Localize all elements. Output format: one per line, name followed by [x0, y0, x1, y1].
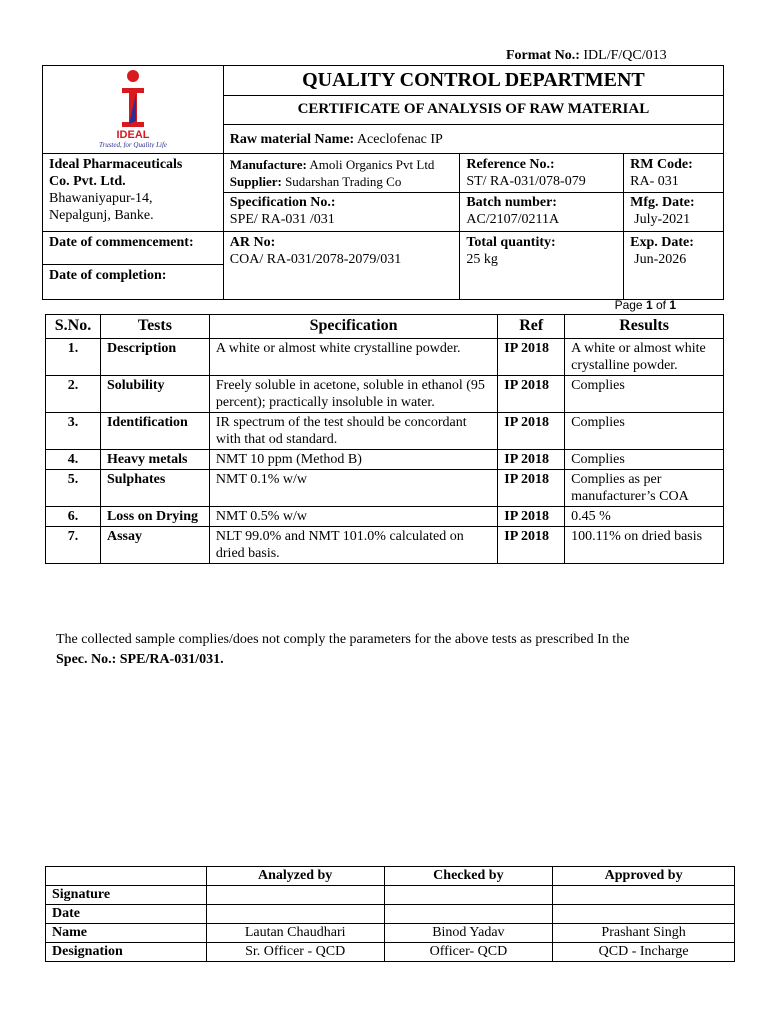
analyzed-cell: [206, 886, 384, 905]
mfg-label: Mfg. Date:: [630, 195, 695, 210]
signature-row: [46, 905, 735, 924]
page-of: of: [652, 298, 670, 312]
result-cell: Complies as per manufacturer’s COA: [565, 470, 724, 507]
test-name-cell: Assay: [100, 527, 209, 564]
table-row: [46, 470, 724, 507]
signature-row: [46, 886, 735, 905]
checked-cell: [384, 886, 553, 905]
supplier-label: Supplier:: [229, 174, 282, 189]
test-name-cell: Heavy metals: [100, 450, 209, 470]
spec-cell: NLT 99.0% and NMT 101.0% calculated on dried basis.: [209, 527, 497, 564]
sno-cell: 3.: [46, 413, 101, 450]
spec-cell: Freely soluble in acetone, soluble in ethanol (95 percent); practically insoluble in water.: [209, 376, 497, 413]
raw-material-row: [223, 125, 723, 154]
compliance-statement: [56, 630, 716, 670]
test-name-cell: Loss on Drying: [100, 507, 209, 527]
ref-cell: IP 2018: [498, 507, 565, 527]
ar-label: AR No:: [229, 235, 276, 250]
sno-cell: 4.: [46, 450, 101, 470]
spec-cell: IR spectrum of the test should be concordant with that od standard.: [209, 413, 497, 450]
company-address-2: Nepalgunj, Banke.: [49, 208, 154, 223]
reference-cell: [460, 154, 624, 232]
tests-table: [45, 314, 724, 564]
sign-header-blank: [46, 867, 207, 886]
checked-cell: Officer- QCD: [384, 943, 553, 962]
result-cell: A white or almost white crystalline powder.: [565, 339, 724, 376]
mfg-value: July-2021: [634, 212, 691, 227]
header-sno: S.No.: [46, 315, 101, 339]
checked-cell: [384, 905, 553, 924]
dates-cell: [43, 232, 224, 300]
company-address-1: Bhawaniyapur-14,: [49, 191, 153, 206]
sign-row-label: Designation: [46, 943, 207, 962]
table-row: [46, 413, 724, 450]
batch-value: AC/2107/0211A: [466, 212, 560, 227]
result-cell: Complies: [565, 376, 724, 413]
raw-material-label: Raw material Name:: [229, 131, 355, 147]
completion-label: Date of completion:: [49, 268, 167, 283]
signature-header-row: [46, 867, 735, 886]
result-cell: Complies: [565, 450, 724, 470]
spec-value: SPE/ RA-031 /031: [229, 212, 335, 227]
quantity-label: Total quantity:: [466, 235, 556, 250]
sno-cell: 7.: [46, 527, 101, 564]
table-row: [46, 507, 724, 527]
ref-cell: IP 2018: [498, 470, 565, 507]
result-cell: Complies: [565, 413, 724, 450]
manufacture-cell: [223, 154, 460, 232]
signature-table: [45, 866, 735, 962]
logo-cell: [43, 66, 224, 154]
company-cell: [43, 154, 224, 232]
spec-cell: NMT 0.5% w/w: [209, 507, 497, 527]
spec-cell: NMT 10 ppm (Method B): [209, 450, 497, 470]
rm-code-value: RA- 031: [630, 174, 679, 189]
logo-tagline: Trusted, for Quality Life: [98, 141, 167, 148]
analyzed-cell: Sr. Officer - QCD: [206, 943, 384, 962]
test-name-cell: Description: [100, 339, 209, 376]
page-number: [615, 298, 676, 312]
exp-cell: [624, 232, 724, 300]
exp-label: Exp. Date:: [630, 235, 694, 250]
approved-cell: Prashant Singh: [553, 924, 735, 943]
ar-value: COA/ RA-031/2078-2079/031: [229, 252, 402, 267]
format-number: [506, 48, 667, 64]
sno-cell: 2.: [46, 376, 101, 413]
quantity-cell: [460, 232, 624, 300]
signature-row: [46, 943, 735, 962]
quantity-value: 25 kg: [466, 252, 498, 267]
approved-cell: QCD - Incharge: [553, 943, 735, 962]
format-label: Format No.:: [506, 48, 580, 63]
company-name-2: Co. Pvt. Ltd.: [49, 174, 126, 189]
header-tests: Tests: [100, 315, 209, 339]
header-specification: Specification: [209, 315, 497, 339]
ref-cell: IP 2018: [498, 376, 565, 413]
sign-header-approved: Approved by: [553, 867, 735, 886]
table-row: [46, 450, 724, 470]
format-value: IDL/F/QC/013: [583, 48, 667, 63]
sign-row-label: Signature: [46, 886, 207, 905]
sno-cell: 1.: [46, 339, 101, 376]
page-current: 1: [645, 298, 653, 312]
ref-cell: IP 2018: [498, 413, 565, 450]
checked-cell: Binod Yadav: [384, 924, 553, 943]
rm-code-label: RM Code:: [630, 157, 693, 172]
certificate-title: CERTIFICATE OF ANALYSIS OF RAW MATERIAL: [223, 95, 723, 125]
department-title: QUALITY CONTROL DEPARTMENT: [223, 66, 723, 96]
analyzed-cell: Lautan Chaudhari: [206, 924, 384, 943]
signature-row: [46, 924, 735, 943]
ref-cell: IP 2018: [498, 450, 565, 470]
table-row: [46, 339, 724, 376]
approved-cell: [553, 886, 735, 905]
header-table: [42, 65, 724, 300]
result-cell: 0.45 %: [565, 507, 724, 527]
statement-spec: Spec. No.: SPE/RA-031/031.: [56, 652, 224, 667]
sign-header-checked: Checked by: [384, 867, 553, 886]
rm-code-cell: [624, 154, 724, 232]
header-ref: Ref: [498, 315, 565, 339]
sign-row-label: Date: [46, 905, 207, 924]
sno-cell: 6.: [46, 507, 101, 527]
logo-brand: IDEAL: [116, 129, 150, 141]
tests-header-row: [46, 315, 724, 339]
reference-label: Reference No.:: [466, 157, 555, 172]
test-name-cell: Sulphates: [100, 470, 209, 507]
reference-value: ST/ RA-031/078-079: [466, 174, 586, 189]
sno-cell: 5.: [46, 470, 101, 507]
test-name-cell: Solubility: [100, 376, 209, 413]
manufacture-value: Amoli Organics Pvt Ltd: [309, 157, 435, 172]
manufacture-label: Manufacture:: [229, 157, 307, 172]
sign-row-label: Name: [46, 924, 207, 943]
result-cell: 100.11% on dried basis: [565, 527, 724, 564]
ar-cell: [223, 232, 460, 300]
commencement-label: Date of commencement:: [43, 232, 223, 265]
approved-cell: [553, 905, 735, 924]
spec-label: Specification No.:: [229, 195, 336, 210]
supplier-value: Sudarshan Trading Co: [285, 174, 402, 189]
table-row: [46, 376, 724, 413]
company-name-1: Ideal Pharmaceuticals: [49, 157, 183, 172]
ref-cell: IP 2018: [498, 527, 565, 564]
sign-header-analyzed: Analyzed by: [206, 867, 384, 886]
spec-cell: NMT 0.1% w/w: [209, 470, 497, 507]
ref-cell: IP 2018: [498, 339, 565, 376]
page-total: 1: [669, 298, 676, 312]
page-prefix: Page: [614, 298, 646, 312]
ideal-logo: [73, 66, 193, 148]
spec-cell: A white or almost white crystalline powder.: [209, 339, 497, 376]
analyzed-cell: [206, 905, 384, 924]
table-row: [46, 527, 724, 564]
statement-text: The collected sample complies/does not comply the parameters for the above tests as prescribed In the: [56, 632, 630, 647]
batch-label: Batch number:: [466, 195, 557, 210]
exp-value: Jun-2026: [634, 252, 687, 267]
test-name-cell: Identification: [100, 413, 209, 450]
header-results: Results: [565, 315, 724, 339]
raw-material-value: Aceclofenac IP: [356, 131, 443, 147]
